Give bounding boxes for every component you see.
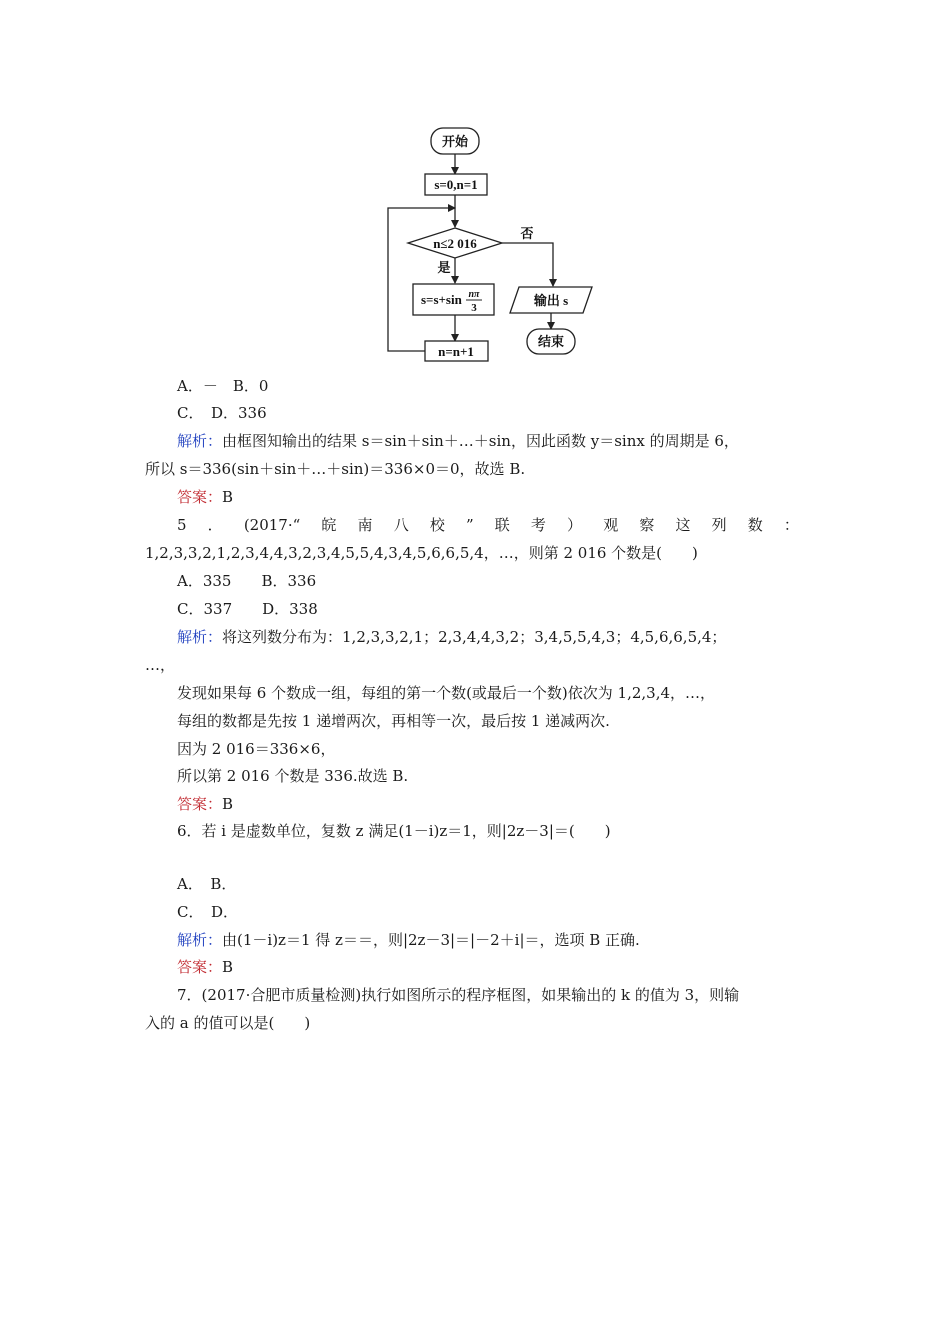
answer-label: 答案： [177, 795, 223, 813]
q5-stem-token: 校 [429, 516, 445, 534]
q6-analysis-line-1 [177, 930, 640, 950]
q5-analysis-line-4: 每组的数都是先按 1 递增两次，再相等一次，最后按 1 递减两次. [177, 712, 610, 730]
q4-analysis-line-1 [177, 431, 739, 451]
q5-analysis-line-6: 所以第 2 016 个数是 336.故选 B. [177, 767, 409, 785]
q4-analysis-line-2: 所以 s＝336(sin＋sin＋…＋sin)＝336×0＝0，故选 B. [145, 460, 526, 478]
yes-label: 是 [437, 260, 451, 275]
q5-stem-token: 数 [747, 516, 763, 534]
body-frac-num: nπ [468, 289, 480, 300]
q5-choices-cd: C．337 D．338 [177, 600, 318, 618]
q5-stem-token: ： [783, 516, 799, 534]
q5-analysis-line-5: 因为 2 016＝336×6， [177, 740, 336, 758]
analysis-label: 解析： [177, 628, 223, 646]
body-frac-den: 3 [471, 302, 477, 314]
q5-stem-line-2: 1,2,3,3,2,1,2,3,4,4,3,2,3,4,5,5,4,3,4,5,6,6,5,4，…，则第 2 016 个数是( ) [145, 544, 698, 562]
analysis-label: 解析： [177, 432, 223, 450]
q6-analysis-text-1: 由(1－i)z＝1 得 z＝＝，则|2z－3|＝|－2＋i|＝，选项 B 正确. [222, 931, 640, 949]
q5-stem-token: 列 [711, 516, 727, 534]
q5-analysis-line-1 [177, 627, 726, 647]
q4-choices-ab: A．－ B．0 [177, 377, 269, 395]
q5-analysis-line-2: …， [145, 656, 176, 674]
q5-choices-ab: A．335 B．336 [177, 572, 317, 590]
q5-stem-token: ） [567, 516, 583, 534]
q5-answer [177, 794, 233, 814]
q6-answer-value: B [222, 958, 234, 976]
q5-stem-token: 5 [177, 516, 187, 534]
q6-choices-ab: A． B． [177, 875, 237, 893]
q5-stem-token: 皖 [321, 516, 337, 534]
q6-choices-cd: C． D． [177, 903, 239, 921]
q5-stem-token: ． [207, 516, 223, 534]
q5-stem-token: 察 [639, 516, 655, 534]
q5-stem-token: (2017·“ [243, 516, 301, 534]
q5-stem-line-1 [177, 515, 799, 535]
answer-label: 答案： [177, 488, 223, 506]
q5-stem-token: 观 [603, 516, 619, 534]
q4-choices-cd: C． D．336 [177, 404, 267, 422]
q5-stem-token: ” [465, 516, 474, 534]
q7-stem-line-1: 7．(2017·合肥市质量检测)执行如图所示的程序框图，如果输出的 k 的值为 3，则输 [177, 986, 740, 1004]
q5-answer-value: B [222, 795, 234, 813]
q4-answer [177, 487, 233, 507]
q5-analysis-line-3: 发现如果每 6 个数成一组，每组的第一个数(或最后一个数)依次为 1,2,3,4，…， [177, 684, 716, 702]
q5-analysis-text-1: 将这列数分布为：1,2,3,3,2,1；2,3,4,4,3,2；3,4,5,5,4,3；4,5,6,6,5,4； [222, 628, 727, 646]
flowchart [0, 0, 950, 380]
init-text: s=0,n=1 [434, 177, 478, 192]
answer-label: 答案： [177, 958, 223, 976]
end-text: 结束 [537, 334, 565, 349]
q4-answer-value: B [222, 488, 234, 506]
body-text: s=s+sin [421, 292, 462, 307]
increment-text: n=n+1 [438, 344, 474, 359]
q4-analysis-text-1: 由框图知输出的结果 s＝sin＋sin＋…＋sin，因此函数 y＝sinx 的周期是 6， [222, 432, 739, 450]
q5-stem-token: 考 [530, 516, 546, 534]
q5-stem-token: 联 [494, 516, 510, 534]
no-label: 否 [520, 226, 534, 241]
q6-stem: 6．若 i 是虚数单位，复数 z 满足(1－i)z＝1，则|2z－3|＝( ) [177, 822, 611, 840]
q5-stem-token: 南 [357, 516, 373, 534]
q6-answer [177, 957, 233, 977]
q7-stem-line-2: 入的 a 的值可以是( ) [145, 1014, 311, 1032]
start-text: 开始 [441, 134, 469, 149]
q5-stem-token: 这 [675, 516, 691, 534]
analysis-label: 解析： [177, 931, 223, 949]
output-text: 输出 s [533, 293, 569, 308]
condition-text: n≤2 016 [433, 236, 477, 251]
q5-stem-token: 八 [393, 516, 409, 534]
